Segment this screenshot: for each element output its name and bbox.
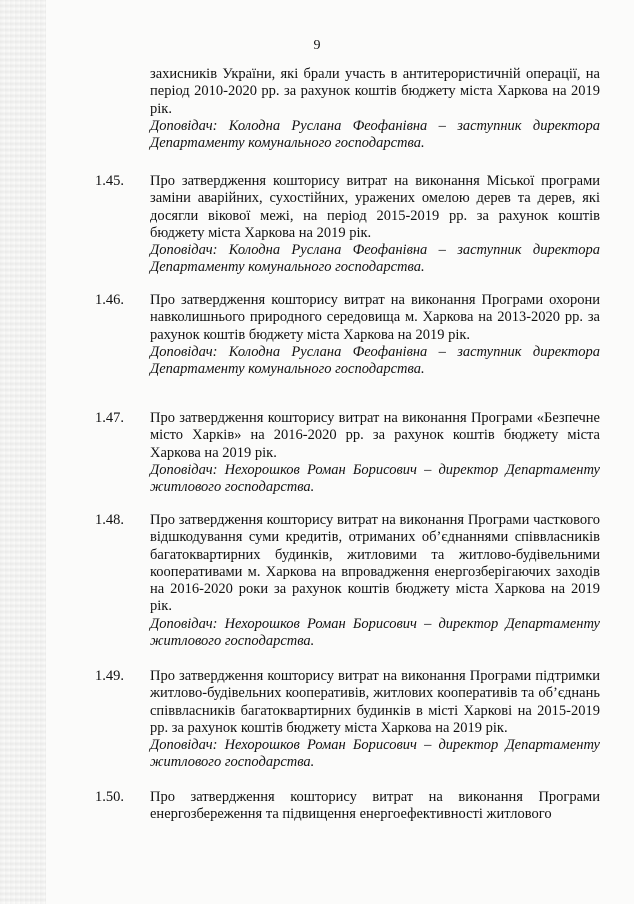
item-number: 1.49.: [95, 668, 124, 684]
item-body: [150, 512, 600, 650]
item-text: Про затвердження кошторису витрат на виконання Міської програми заміни аварійних, сухостійних, уражених омелою дерев та дерев, які досягли вікової межі, на період 2015-2019 рр. за рахунок коштів бюджету міста Харкова на 2019 рік.: [150, 173, 600, 241]
item-number: 1.48.: [95, 512, 124, 528]
speaker-line: Доповідач: Колодна Руслана Феофанівна – заступник директора Департаменту комунального господарства.: [150, 117, 600, 152]
item-continuation: [150, 66, 600, 152]
item-text: Про затвердження кошторису витрат на виконання Програми підтримки житлово-будівельних кооперативів, житлових кооперативів та об’єднань співвласників багатоквартирних будинків в місті Харкові на 2015-2019 рр. за рахунок коштів бюджету міста Харкова на 2019 рік.: [150, 668, 600, 736]
item-number: 1.46.: [95, 292, 124, 308]
item-body: [150, 292, 600, 378]
speaker-line: Доповідач: Нехорошков Роман Борисович – директор Департаменту житлового господарства.: [150, 615, 600, 650]
item-number: 1.50.: [95, 789, 124, 805]
speaker-line: Доповідач: Нехорошков Роман Борисович – директор Департаменту житлового господарства.: [150, 737, 600, 771]
scan-edge-artifact: [0, 0, 46, 904]
item-text: Про затвердження кошторису витрат на виконання Програми енергозбереження та підвищення енергоефективності житлового: [150, 789, 600, 823]
item-body: [150, 789, 600, 824]
item-number: 1.47.: [95, 410, 124, 426]
item-body: [150, 173, 600, 277]
speaker-line: Доповідач: Колодна Руслана Феофанівна – заступник директора Департаменту комунального господарства.: [150, 242, 600, 276]
page-number: 9: [313, 38, 321, 53]
item-text: Про затвердження кошторису витрат на виконання Програми охорони навколишнього природного середовища м. Харкова на 2013-2020 рр. за рахунок коштів бюджету міста Харкова на 2019 рік.: [150, 292, 600, 343]
item-text: захисників України, які брали участь в антитерористичній операції, на період 2010-2020 рр. за рахунок коштів бюджету міста Харкова на 2019 рік.: [150, 66, 600, 117]
item-text: Про затвердження кошторису витрат на виконання Програми «Безпечне місто Харків» на 2016-2020 рр. за рахунок коштів бюджету міста Харкова на 2019 рік.: [150, 410, 600, 461]
speaker-line: Доповідач: Нехорошков Роман Борисович – директор Департаменту житлового господарства.: [150, 461, 600, 496]
item-number: 1.45.: [95, 173, 124, 189]
speaker-line: Доповідач: Колодна Руслана Феофанівна – заступник директора Департаменту комунального господарства.: [150, 343, 600, 378]
item-body: [150, 668, 600, 772]
item-text: Про затвердження кошторису витрат на виконання Програми часткового відшкодування суми кредитів, отриманих об’єднаннями співвласників багатоквартирних будинків, житловими та житлово-будівельними кооперативами м. Харкова на впровадження енергозберігаючих заходів на 2016-2020 роки за рахунок коштів бюджету міста Харкова на 2019 рік.: [150, 512, 600, 615]
item-body: [150, 410, 600, 496]
